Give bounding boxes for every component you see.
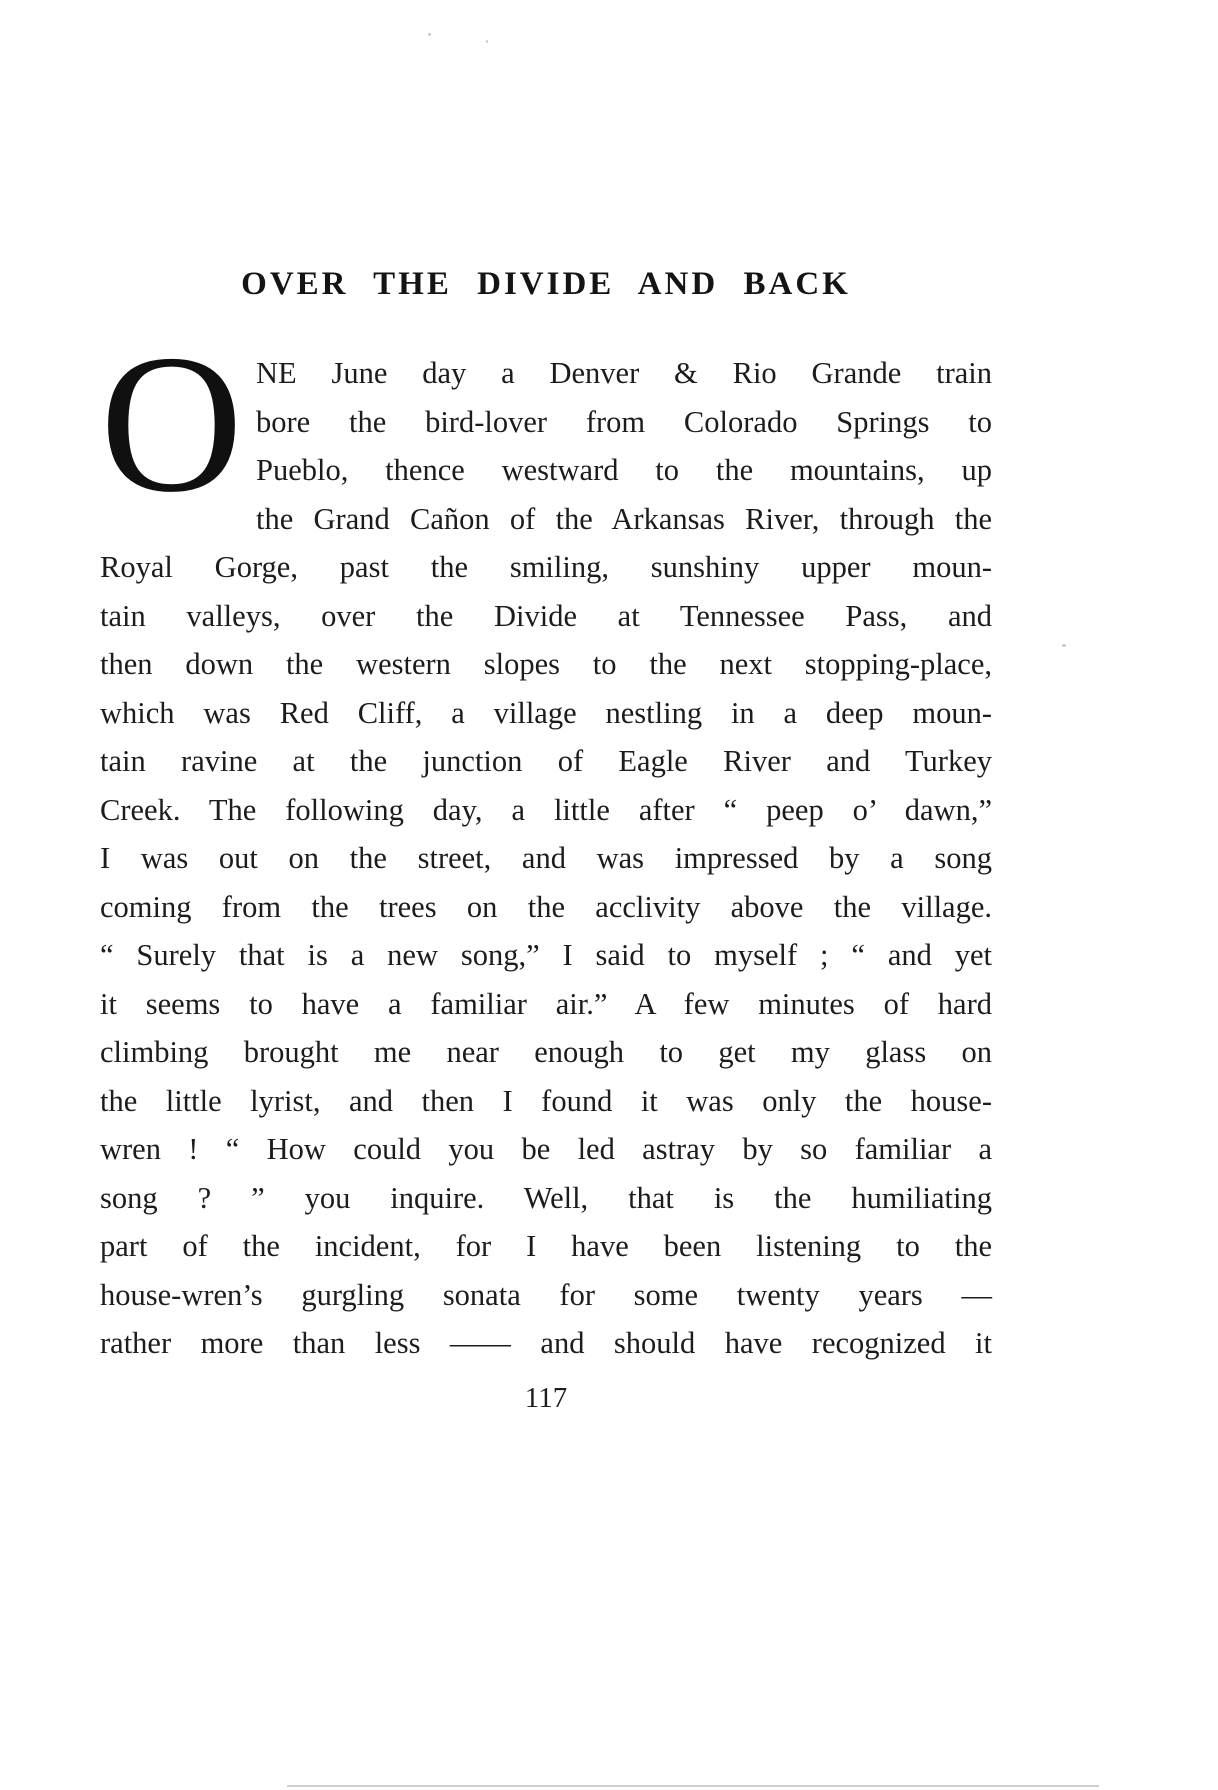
text-line: climbing brought me near enough to get my glass on xyxy=(100,1035,992,1069)
text-line: house-wren’s gurgling sonata for some twenty years — xyxy=(100,1277,992,1312)
text-line: wren ! “ How could you be led astray by so familiar a xyxy=(100,1132,992,1166)
body-paragraph xyxy=(100,349,992,1368)
scan-speck xyxy=(428,33,431,36)
text-line: it seems to have a familiar air.” A few minutes of hard xyxy=(100,986,992,1021)
text-line: I was out on the street, and was impressed by a song xyxy=(100,841,992,875)
scan-edge-artifact xyxy=(287,1785,1099,1787)
scan-speck xyxy=(486,40,488,43)
text-line: rather more than less —— and should have recognized it xyxy=(100,1326,992,1360)
page-number: 117 xyxy=(524,1381,568,1414)
text-line: tain valleys, over the Divide at Tennessee Pass, and xyxy=(100,598,992,633)
text-line: “ Surely that is a new song,” I said to myself ; “ and yet xyxy=(100,938,992,972)
text-line: Pueblo, thence westward to the mountains, up xyxy=(256,453,992,487)
drop-cap-letter: O xyxy=(100,349,243,495)
text-line: NE June day a Denver & Rio Grande train xyxy=(256,356,992,390)
text-line: then down the western slopes to the next stopping-place, xyxy=(100,647,992,681)
text-line: which was Red Cliff, a village nestling in a deep moun- xyxy=(100,695,992,730)
chapter-title: OVER THE DIVIDE AND BACK xyxy=(241,266,851,302)
text-line: bore the bird-lover from Colorado Springs to xyxy=(256,404,992,439)
text-line: part of the incident, for I have been listening to the xyxy=(100,1229,992,1263)
page-content xyxy=(100,0,992,1415)
text-line: Royal Gorge, past the smiling, sunshiny upper moun- xyxy=(100,550,992,584)
scan-speck xyxy=(1062,644,1066,647)
text-line: the little lyrist, and then I found it was only the house- xyxy=(100,1083,992,1118)
text-line: coming from the trees on the acclivity above the village. xyxy=(100,889,992,924)
text-line: the Grand Cañon of the Arkansas River, through the xyxy=(256,501,992,536)
text-line: tain ravine at the junction of Eagle River and Turkey xyxy=(100,744,992,778)
text-line: Creek. The following day, a little after “ peep o’ dawn,” xyxy=(100,792,992,827)
text-line: song ? ” you inquire. Well, that is the humiliating xyxy=(100,1180,992,1215)
